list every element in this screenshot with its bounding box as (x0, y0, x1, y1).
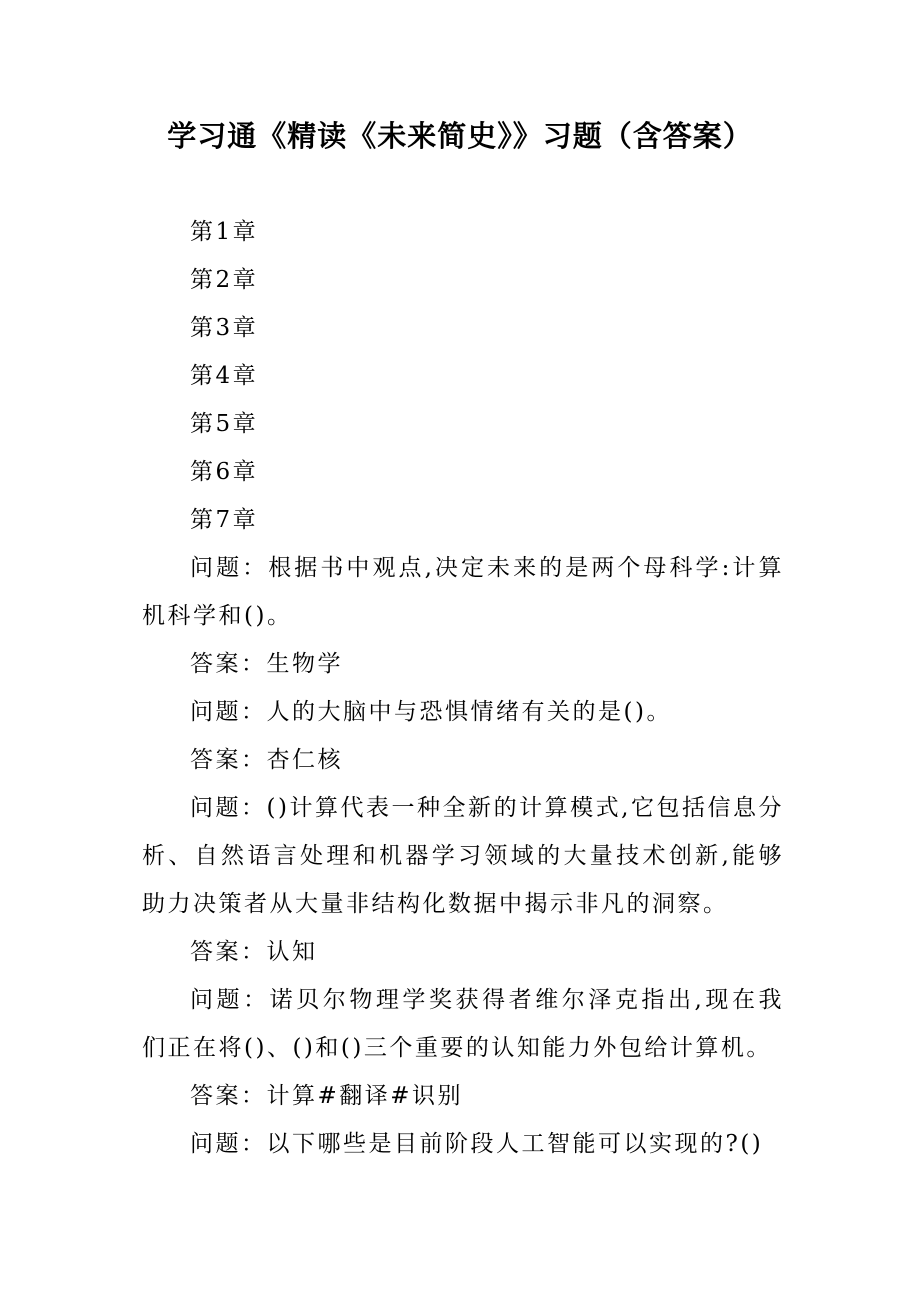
chapter-heading-2: 第2章 (190, 267, 259, 293)
answer-1: 答案：生物学 (190, 651, 343, 677)
chapter-heading-1: 第1章 (190, 219, 259, 245)
chapter-heading-6: 第6章 (190, 459, 259, 485)
chapter-heading-7: 第7章 (190, 507, 259, 533)
document-body (142, 208, 784, 1168)
document-title: 学习通《精读《未来简史》》习题（含答案） (167, 119, 753, 153)
question-5: 问题：以下哪些是目前阶段人工智能可以实现的?() (190, 1131, 764, 1157)
question-1: 问题：根据书中观点,决定未来的是两个母科学:计算机科学和()。 (142, 555, 784, 629)
answer-4: 答案：计算#翻译#识别 (190, 1083, 464, 1109)
question-3: 问题：()计算代表一种全新的计算模式,它包括信息分析、自然语言处理和机器学习领域的大量技术创新,能够助力决策者从大量非结构化数据中揭示非凡的洞察。 (142, 795, 784, 917)
answer-3: 答案：认知 (190, 939, 318, 965)
chapter-heading-5: 第5章 (190, 411, 259, 437)
question-4: 问题：诺贝尔物理学奖获得者维尔泽克指出,现在我们正在将()、()和()三个重要的认知能力外包给计算机。 (142, 987, 784, 1061)
chapter-heading-4: 第4章 (190, 363, 259, 389)
answer-2: 答案：杏仁核 (190, 747, 343, 773)
question-2: 问题：人的大脑中与恐惧情绪有关的是()。 (190, 699, 672, 725)
chapter-heading-3: 第3章 (190, 315, 259, 341)
